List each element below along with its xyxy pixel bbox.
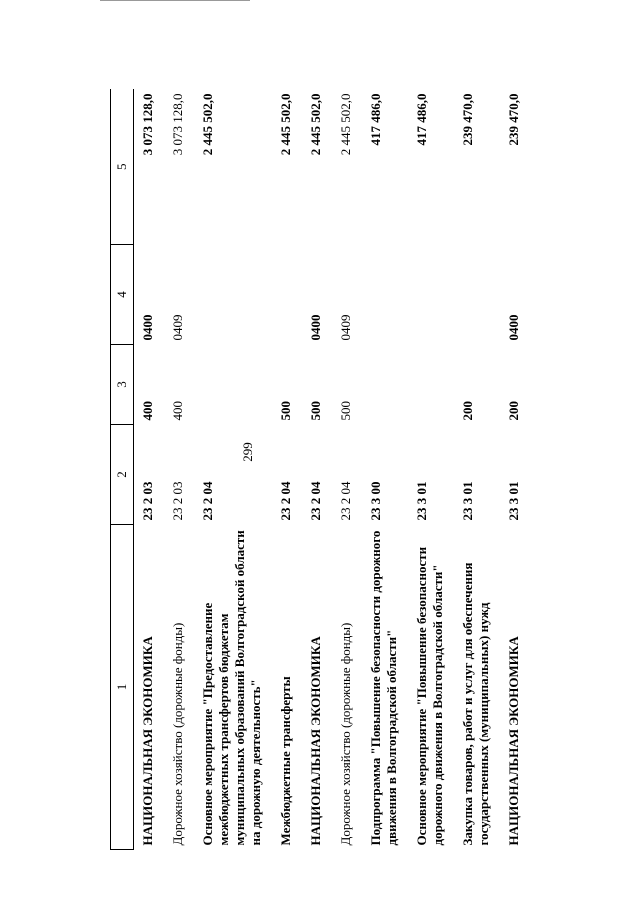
row-name: Дорожное хозяйство (дорожные фонды) <box>170 622 185 846</box>
row-code: 23 2 04 <box>338 481 353 521</box>
row-code: 23 3 01 <box>506 481 521 521</box>
row-section: 0409 <box>338 314 353 341</box>
row-code: 23 3 01 <box>460 481 475 521</box>
row-section <box>272 245 302 345</box>
header-col-1: 1 <box>111 525 134 850</box>
row-type <box>362 345 408 425</box>
row-type: 200 <box>460 401 475 421</box>
row-amount: 3 073 128,0 <box>140 93 155 156</box>
table-row <box>454 90 500 850</box>
row-type: 500 <box>338 401 353 421</box>
row-amount: 2 445 502,0 <box>278 93 293 156</box>
row-name: Основное мероприятие "Предоставление межбюджетных трансфертов бюджетам муниципальных образований Волгоградской области на дорожную деятельность" <box>200 530 263 846</box>
table-row <box>302 90 332 850</box>
row-code: 23 3 01 <box>414 481 429 521</box>
row-type: 500 <box>278 401 293 421</box>
top-rule <box>100 0 250 1</box>
row-section <box>408 245 454 345</box>
row-amount: 2 445 502,0 <box>338 93 353 156</box>
row-code: 23 2 03 <box>170 481 185 521</box>
row-section: 0409 <box>170 314 185 341</box>
row-amount: 2 445 502,0 <box>200 93 215 156</box>
row-amount: 417 486,0 <box>368 93 383 146</box>
row-amount: 239 470,0 <box>460 93 475 146</box>
row-name: НАЦИОНАЛЬНАЯ ЭКОНОМИКА <box>140 636 155 846</box>
table-row <box>164 90 194 850</box>
row-section: 0400 <box>506 314 521 341</box>
budget-table <box>110 90 530 851</box>
row-section: 0400 <box>140 314 155 341</box>
header-col-2: 2 <box>111 425 134 525</box>
table-row <box>500 90 530 850</box>
page-number-text: 299 <box>240 442 255 462</box>
table-row <box>194 90 272 850</box>
row-amount: 3 073 128,0 <box>170 93 185 156</box>
table-header-row <box>111 90 134 850</box>
row-section <box>362 245 408 345</box>
table-row <box>272 90 302 850</box>
row-amount: 239 470,0 <box>506 93 521 146</box>
table-row <box>332 90 362 850</box>
row-type <box>408 345 454 425</box>
table-row <box>134 90 165 850</box>
row-name: Закупка товаров, работ и услуг для обеспечения государственных (муниципальных) нужд <box>460 562 491 846</box>
row-type: 400 <box>140 401 155 421</box>
header-col-5: 5 <box>111 90 134 245</box>
row-name: НАЦИОНАЛЬНАЯ ЭКОНОМИКА <box>308 636 323 846</box>
row-type: 200 <box>506 401 521 421</box>
row-code: 23 3 00 <box>368 481 383 521</box>
row-code: 23 2 04 <box>200 481 215 521</box>
row-code: 23 2 04 <box>308 481 323 521</box>
row-type <box>194 345 272 425</box>
header-col-3: 3 <box>111 345 134 425</box>
row-amount: 417 486,0 <box>414 93 429 146</box>
row-name: Дорожное хозяйство (дорожные фонды) <box>338 622 353 846</box>
row-amount: 2 445 502,0 <box>308 93 323 156</box>
header-col-4: 4 <box>111 245 134 345</box>
row-name: НАЦИОНАЛЬНАЯ ЭКОНОМИКА <box>506 636 521 846</box>
row-name: Основное мероприятие "Повышение безопасности дорожного движения в Волгоградской области" <box>414 546 445 846</box>
budget-table-rotated <box>110 90 585 850</box>
row-section: 0400 <box>308 314 323 341</box>
table-row <box>362 90 408 850</box>
table-row <box>408 90 454 850</box>
row-code: 23 2 03 <box>140 481 155 521</box>
row-code: 23 2 04 <box>278 481 293 521</box>
row-type: 400 <box>170 401 185 421</box>
row-type: 500 <box>308 401 323 421</box>
row-section <box>454 245 500 345</box>
row-section <box>194 245 272 345</box>
row-name: Межбюджетные трансферты <box>278 676 293 846</box>
row-name: Подпрограмма "Повышение безопасности дорожного движения в Волгоградской области" <box>368 530 399 846</box>
